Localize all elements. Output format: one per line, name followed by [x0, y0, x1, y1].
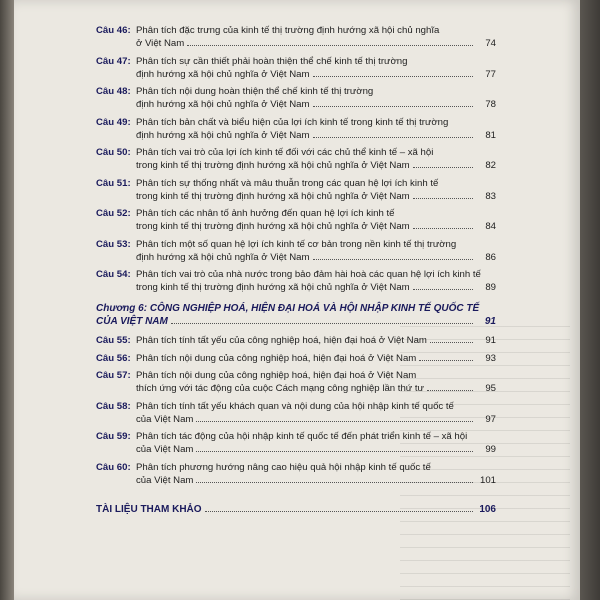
toc-entry	[96, 55, 496, 81]
entry-title-line1: Phân tích tính tất yếu của công nghiệp hoá, hiện đại hoá ở Việt Nam	[136, 335, 427, 347]
entry-page-number: 97	[485, 413, 496, 425]
entry-page-number: 81	[485, 129, 496, 141]
toc-entry	[96, 369, 496, 395]
entry-page-number: 74	[485, 38, 496, 50]
toc-entry-continuation	[96, 413, 496, 426]
page-edge-shadow	[580, 0, 600, 600]
toc-entry-continuation	[96, 474, 496, 487]
question-number: Câu 46:	[96, 25, 131, 36]
entry-title-line2: trong kinh tế thị trường định hướng xã hội chủ nghĩa ở Việt Nam	[136, 282, 410, 294]
entry-title-line2: trong kinh tế thị trường định hướng xã hội chủ nghĩa ở Việt Nam	[136, 160, 410, 172]
leader-dots	[205, 504, 473, 512]
toc-entry-row	[96, 238, 496, 251]
entry-title-line1: Phân tích sự cần thiết phải hoàn thiện thể chế kinh tế thị trường	[136, 55, 408, 67]
leader-dots	[196, 444, 473, 452]
entry-title-line1: Phân tích nội dung hoàn thiện thể chế kinh tế thị trường	[136, 86, 374, 97]
toc-entry-row	[96, 461, 496, 474]
toc-entry-row	[96, 369, 496, 382]
question-number: Câu 49:	[96, 116, 131, 128]
toc-entry-row	[96, 400, 496, 413]
leader-dots	[413, 160, 473, 168]
toc-entry-continuation	[96, 443, 496, 456]
entry-page-number: 77	[485, 68, 496, 80]
leader-dots	[171, 316, 473, 324]
toc-entry-row	[96, 268, 496, 281]
leader-dots	[413, 221, 473, 229]
toc-entry	[96, 268, 496, 294]
toc-entry	[96, 238, 496, 264]
toc-entry-row	[96, 116, 496, 129]
entry-page-number: 78	[485, 99, 496, 111]
leader-dots	[313, 130, 474, 138]
question-number: Câu 50:	[96, 147, 131, 158]
references-entry	[96, 503, 496, 516]
references-label: TÀI LIỆU THAM KHẢO	[96, 503, 202, 515]
entry-title-line1: Phân tích tác động của hội nhập kinh tế quốc tế đến phát triển kinh tế – xã hội	[136, 431, 468, 442]
toc-entry-continuation	[96, 281, 496, 294]
toc-entry	[96, 400, 496, 426]
toc-entry-continuation	[96, 220, 496, 233]
chapter-title-line2: CỦA VIỆT NAM	[96, 316, 168, 328]
entry-title-line1: Phân tích bản chất và biểu hiện của lợi ích kinh tế trong kinh tế thị trường	[136, 116, 449, 128]
entry-title-line2: của Việt Nam	[136, 444, 194, 456]
leader-dots	[413, 191, 473, 199]
entry-title-line1: Phân tích vai trò của lợi ích kinh tế đối với các chủ thể kinh tế – xã hội	[136, 147, 434, 158]
toc-entry-row	[96, 207, 496, 220]
toc-entry	[96, 430, 496, 456]
toc-entry-row	[96, 177, 496, 190]
chapter-title-line1: Chương 6: CÔNG NGHIỆP HOÁ, HIỆN ĐẠI HOÁ VÀ HỘI NHẬP KINH TẾ QUỐC TẾ	[96, 303, 480, 315]
entry-page-number: 83	[485, 190, 496, 202]
toc-entry	[96, 334, 496, 347]
entry-title-line2: thích ứng với tác động của cuộc Cách mạng công nghiệp lần thứ tư	[136, 383, 424, 395]
entry-title-line2: trong kinh tế thị trường định hướng xã hội chủ nghĩa ở Việt Nam	[136, 221, 410, 233]
entry-page-number: 91	[485, 335, 496, 347]
question-number: Câu 58:	[96, 400, 131, 412]
toc-group-chapter-5	[96, 24, 496, 294]
entry-title-line1: Phân tích phương hướng nâng cao hiệu quả hội nhập kinh tế quốc tế	[136, 461, 431, 473]
entry-page-number: 86	[485, 251, 496, 263]
entry-title-line1: Phân tích tính tất yếu khách quan và nội dung của hội nhập kinh tế quốc tế	[136, 400, 454, 412]
question-number: Câu 56:	[96, 352, 131, 364]
entry-title-line2: của Việt Nam	[136, 413, 194, 425]
question-number: Câu 60:	[96, 461, 131, 473]
toc-entry	[96, 24, 496, 50]
entry-title-line2: định hướng xã hội chủ nghĩa ở Việt Nam	[136, 68, 310, 80]
entry-page-number: 82	[485, 160, 496, 172]
question-number: Câu 54:	[96, 269, 131, 280]
toc-entry-row	[96, 85, 496, 98]
entry-title-line2: ở Việt Nam	[136, 38, 185, 50]
toc-entry-continuation	[96, 98, 496, 111]
question-number: Câu 52:	[96, 208, 131, 219]
toc-entry-row	[96, 430, 496, 443]
leader-dots	[313, 252, 474, 260]
entry-page-number: 93	[485, 352, 496, 364]
entry-title-line1: Phân tích một số quan hệ lợi ích kinh tế cơ bản trong nền kinh tế thị trường	[136, 238, 457, 250]
question-number: Câu 55:	[96, 335, 131, 347]
toc-entry-row	[96, 55, 496, 68]
entry-page-number: 89	[485, 282, 496, 294]
toc-entry-row	[96, 24, 496, 37]
entry-title-line2: định hướng xã hội chủ nghĩa ở Việt Nam	[136, 251, 310, 263]
toc-entry-continuation	[96, 68, 496, 81]
toc-entry	[96, 146, 496, 172]
entry-title-line1: Phân tích vai trò của nhà nước trong bảo đảm hài hoà các quan hệ lợi ích kinh tế	[136, 269, 481, 280]
question-number: Câu 59:	[96, 431, 131, 442]
book-spine-shadow	[0, 0, 14, 600]
table-of-contents	[96, 24, 496, 516]
references-page-number: 106	[479, 503, 496, 515]
entry-title-line1: Phân tích các nhân tố ảnh hưởng đến quan hệ lợi ích kinh tế	[136, 208, 395, 219]
leader-dots	[419, 353, 473, 361]
entry-title-line1: Phân tích sự thống nhất và mâu thuẫn trong các quan hệ lợi ích kinh tế	[136, 177, 439, 189]
leader-dots	[187, 38, 473, 46]
entry-title-line2: trong kinh tế thị trường định hướng xã hội chủ nghĩa ở Việt Nam	[136, 190, 410, 202]
toc-entry	[96, 352, 496, 365]
toc-entry	[96, 207, 496, 233]
toc-entry	[96, 177, 496, 203]
leader-dots	[430, 336, 473, 344]
entry-title-line1: Phân tích nội dung của công nghiệp hoá, hiện đại hoá ở Việt Nam	[136, 370, 417, 381]
entry-title-line2: định hướng xã hội chủ nghĩa ở Việt Nam	[136, 99, 310, 111]
question-number: Câu 51:	[96, 177, 131, 189]
toc-entry-continuation	[96, 382, 496, 395]
toc-entry	[96, 461, 496, 487]
toc-entry	[96, 85, 496, 111]
question-number: Câu 48:	[96, 86, 131, 97]
toc-entry-row	[96, 352, 496, 365]
toc-group-chapter-6	[96, 334, 496, 487]
toc-entry-continuation	[96, 159, 496, 172]
chapter-heading	[96, 302, 496, 328]
leader-dots	[413, 282, 473, 290]
entry-page-number: 99	[485, 444, 496, 456]
entry-page-number: 84	[485, 221, 496, 233]
entry-title-line1: Phân tích đặc trưng của kinh tế thị trường định hướng xã hội chủ nghĩa	[136, 25, 440, 36]
leader-dots	[313, 99, 474, 107]
toc-entry	[96, 116, 496, 142]
question-number: Câu 57:	[96, 370, 131, 381]
leader-dots	[196, 475, 473, 483]
toc-entry-continuation	[96, 251, 496, 264]
toc-entry-continuation	[96, 37, 496, 50]
question-number: Câu 53:	[96, 238, 131, 250]
entry-page-number: 95	[485, 383, 496, 395]
leader-dots	[313, 69, 474, 77]
entry-title-line1: Phân tích nội dung của công nghiệp hoá, hiện đại hoá ở Việt Nam	[136, 352, 417, 364]
toc-entry-row	[96, 334, 496, 347]
toc-entry-row	[96, 146, 496, 159]
entry-title-line2: định hướng xã hội chủ nghĩa ở Việt Nam	[136, 129, 310, 141]
leader-dots	[427, 383, 473, 391]
entry-page-number: 101	[479, 474, 496, 486]
question-number: Câu 47:	[96, 55, 131, 67]
entry-title-line2: của Việt Nam	[136, 474, 194, 486]
leader-dots	[196, 414, 473, 422]
chapter-title-line2-row	[96, 315, 496, 328]
toc-entry-continuation	[96, 129, 496, 142]
toc-entry-continuation	[96, 190, 496, 203]
chapter-page-number: 91	[484, 316, 496, 328]
